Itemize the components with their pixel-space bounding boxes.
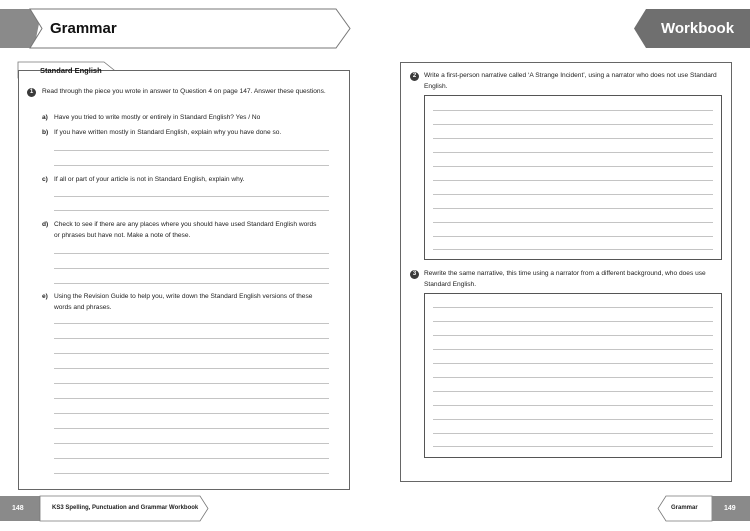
- answer-line[interactable]: [433, 405, 713, 406]
- answer-line[interactable]: [54, 268, 329, 269]
- answer-line[interactable]: [54, 458, 329, 459]
- part-e-label: e): [42, 293, 48, 300]
- answer-line[interactable]: [54, 165, 329, 166]
- answer-line[interactable]: [433, 307, 713, 308]
- right-page-number: 149: [724, 505, 736, 512]
- answer-line[interactable]: [433, 124, 713, 125]
- answer-line[interactable]: [433, 391, 713, 392]
- question-1-text: Read through the piece you wrote in answer to Question 4 on page 147. Answer these questions.: [42, 88, 326, 95]
- answer-line[interactable]: [433, 363, 713, 364]
- answer-line[interactable]: [433, 110, 713, 111]
- left-page-title: Grammar: [50, 20, 117, 37]
- answer-line[interactable]: [54, 253, 329, 254]
- answer-line[interactable]: [433, 377, 713, 378]
- answer-line[interactable]: [54, 428, 329, 429]
- answer-line[interactable]: [54, 368, 329, 369]
- question-number-3: 3: [410, 270, 419, 279]
- answer-line[interactable]: [54, 398, 329, 399]
- part-c-label: c): [42, 176, 48, 183]
- answer-line[interactable]: [433, 208, 713, 209]
- answer-line[interactable]: [433, 349, 713, 350]
- question-3-text: Rewrite the same narrative, this time using a narrator from a different background, who does use Standard English.: [424, 270, 706, 288]
- answer-line[interactable]: [433, 446, 713, 447]
- answer-line[interactable]: [433, 236, 713, 237]
- part-a-text: Have you tried to write mostly or entirely in Standard English? Yes / No: [54, 114, 261, 121]
- question-2-text: Write a first-person narrative called ‘A Strange Incident’, using a narrator who does not use Standard English.: [424, 72, 717, 90]
- right-footer-label: Grammar: [671, 505, 698, 511]
- answer-line[interactable]: [54, 338, 329, 339]
- answer-line[interactable]: [54, 443, 329, 444]
- answer-line[interactable]: [54, 473, 329, 474]
- part-b-label: b): [42, 129, 49, 136]
- section-label: Standard English: [40, 65, 102, 75]
- part-a-label: a): [42, 114, 48, 121]
- answer-line[interactable]: [433, 433, 713, 434]
- answer-line[interactable]: [54, 413, 329, 414]
- question-number-1: 1: [27, 88, 36, 97]
- left-page-number: 148: [12, 505, 24, 512]
- part-b-text: If you have written mostly in Standard English, explain why you have done so.: [54, 129, 282, 136]
- answer-line[interactable]: [433, 166, 713, 167]
- answer-line[interactable]: [54, 196, 329, 197]
- question-number-2: 2: [410, 72, 419, 81]
- answer-line[interactable]: [433, 152, 713, 153]
- answer-line[interactable]: [433, 335, 713, 336]
- part-d-text: Check to see if there are any places where you should have used Standard English words or phrases but have not. Make a note of these.: [54, 221, 317, 239]
- answer-line[interactable]: [54, 283, 329, 284]
- part-c-text: If all or part of your article is not in Standard English, explain why.: [54, 176, 245, 183]
- answer-line[interactable]: [433, 180, 713, 181]
- answer-line[interactable]: [54, 383, 329, 384]
- part-e-text: Using the Revision Guide to help you, write down the Standard English versions of these words and phrases.: [54, 293, 313, 311]
- answer-line[interactable]: [433, 321, 713, 322]
- answer-line[interactable]: [433, 138, 713, 139]
- answer-line[interactable]: [433, 419, 713, 420]
- answer-line[interactable]: [433, 249, 713, 250]
- answer-line[interactable]: [54, 353, 329, 354]
- answer-line[interactable]: [54, 150, 329, 151]
- answer-line[interactable]: [54, 210, 329, 211]
- answer-line[interactable]: [54, 323, 329, 324]
- right-page-title: Workbook: [661, 20, 735, 37]
- answer-line[interactable]: [433, 222, 713, 223]
- left-footer-title: KS3 Spelling, Punctuation and Grammar Workbook: [52, 505, 199, 511]
- part-d-label: d): [42, 221, 49, 228]
- answer-line[interactable]: [433, 194, 713, 195]
